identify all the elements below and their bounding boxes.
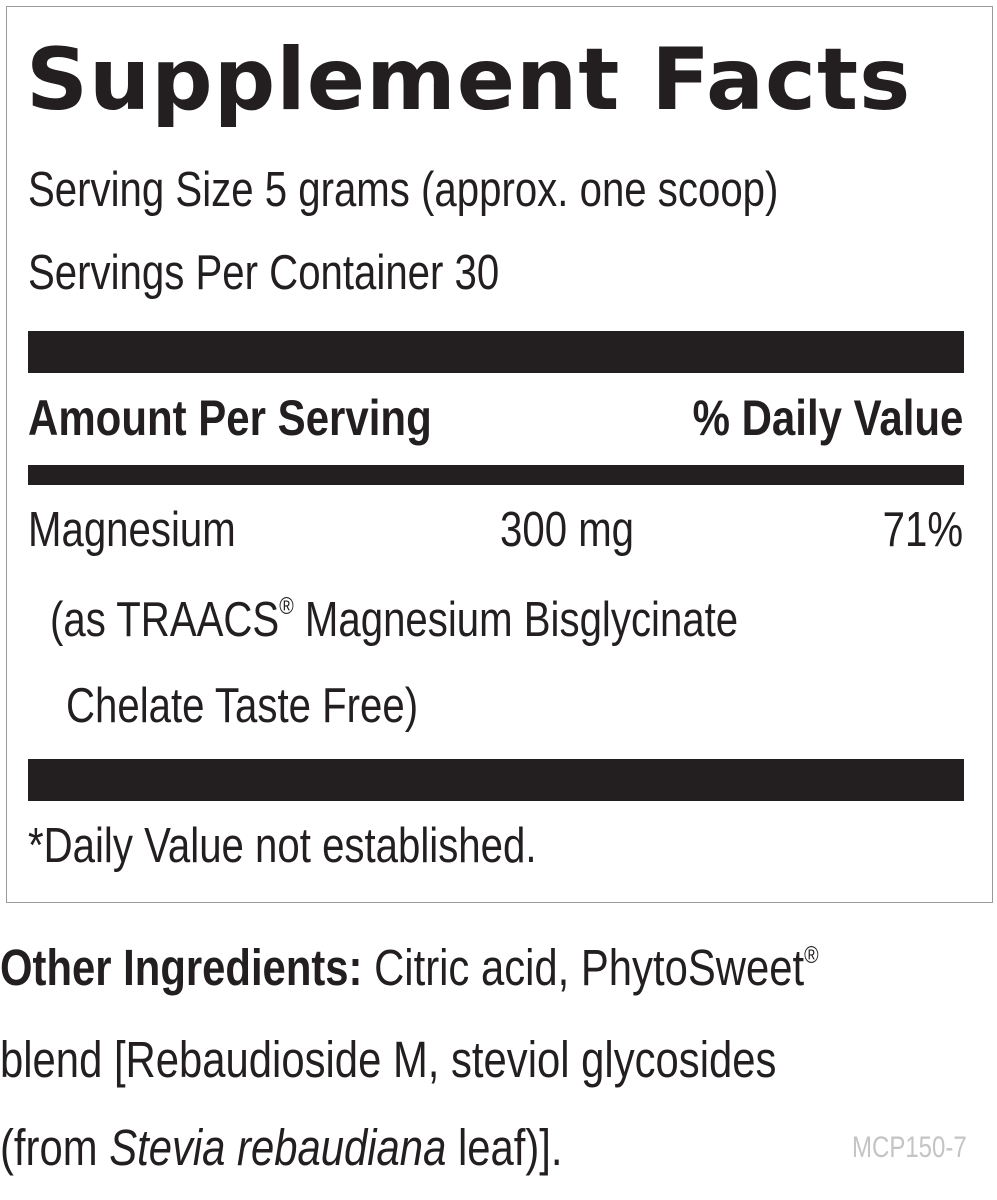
servings-per-container: Servings Per Container 30 [28,246,500,300]
panel-title: Supplement Facts [26,30,912,130]
daily-value-header: % Daily Value [692,390,963,446]
nutrient-source-line-1 [50,590,738,650]
thick-divider-top [28,331,964,373]
other-ingredients-text-3-post: leaf)]. [446,1119,563,1176]
nutrient-source-post: Magnesium Bisglycinate [293,593,739,647]
botanical-name: Stevia rebaudiana [109,1119,447,1176]
nutrient-source-line-2: Chelate Taste Free) [66,679,419,733]
other-ingredients-label: Other Ingredients: [0,939,363,996]
other-ingredients-text-3-pre: (from [0,1119,110,1176]
medium-divider [28,465,964,485]
nutrient-source-pre: (as TRAACS [50,593,280,647]
product-code: MCP150-7 [852,1131,967,1164]
nutrient-name: Magnesium [28,503,236,557]
registered-mark: ® [279,593,294,620]
nutrient-daily-value: 71% [882,503,963,557]
nutrient-amount: 300 mg [500,503,635,557]
amount-per-serving-header: Amount Per Serving [28,390,432,446]
thick-divider-bottom [28,759,964,801]
other-ingredients-text-1: Citric acid, PhytoSweet [362,939,805,996]
footnote: *Daily Value not established. [28,819,537,873]
serving-size: Serving Size 5 grams (approx. one scoop) [28,163,779,217]
other-ingredients-line-2: blend [Rebaudioside M, steviol glycosides [0,1031,777,1088]
other-ingredients-line-1 [0,938,819,998]
registered-mark: ® [804,942,819,969]
other-ingredients-line-3 [0,1118,563,1178]
